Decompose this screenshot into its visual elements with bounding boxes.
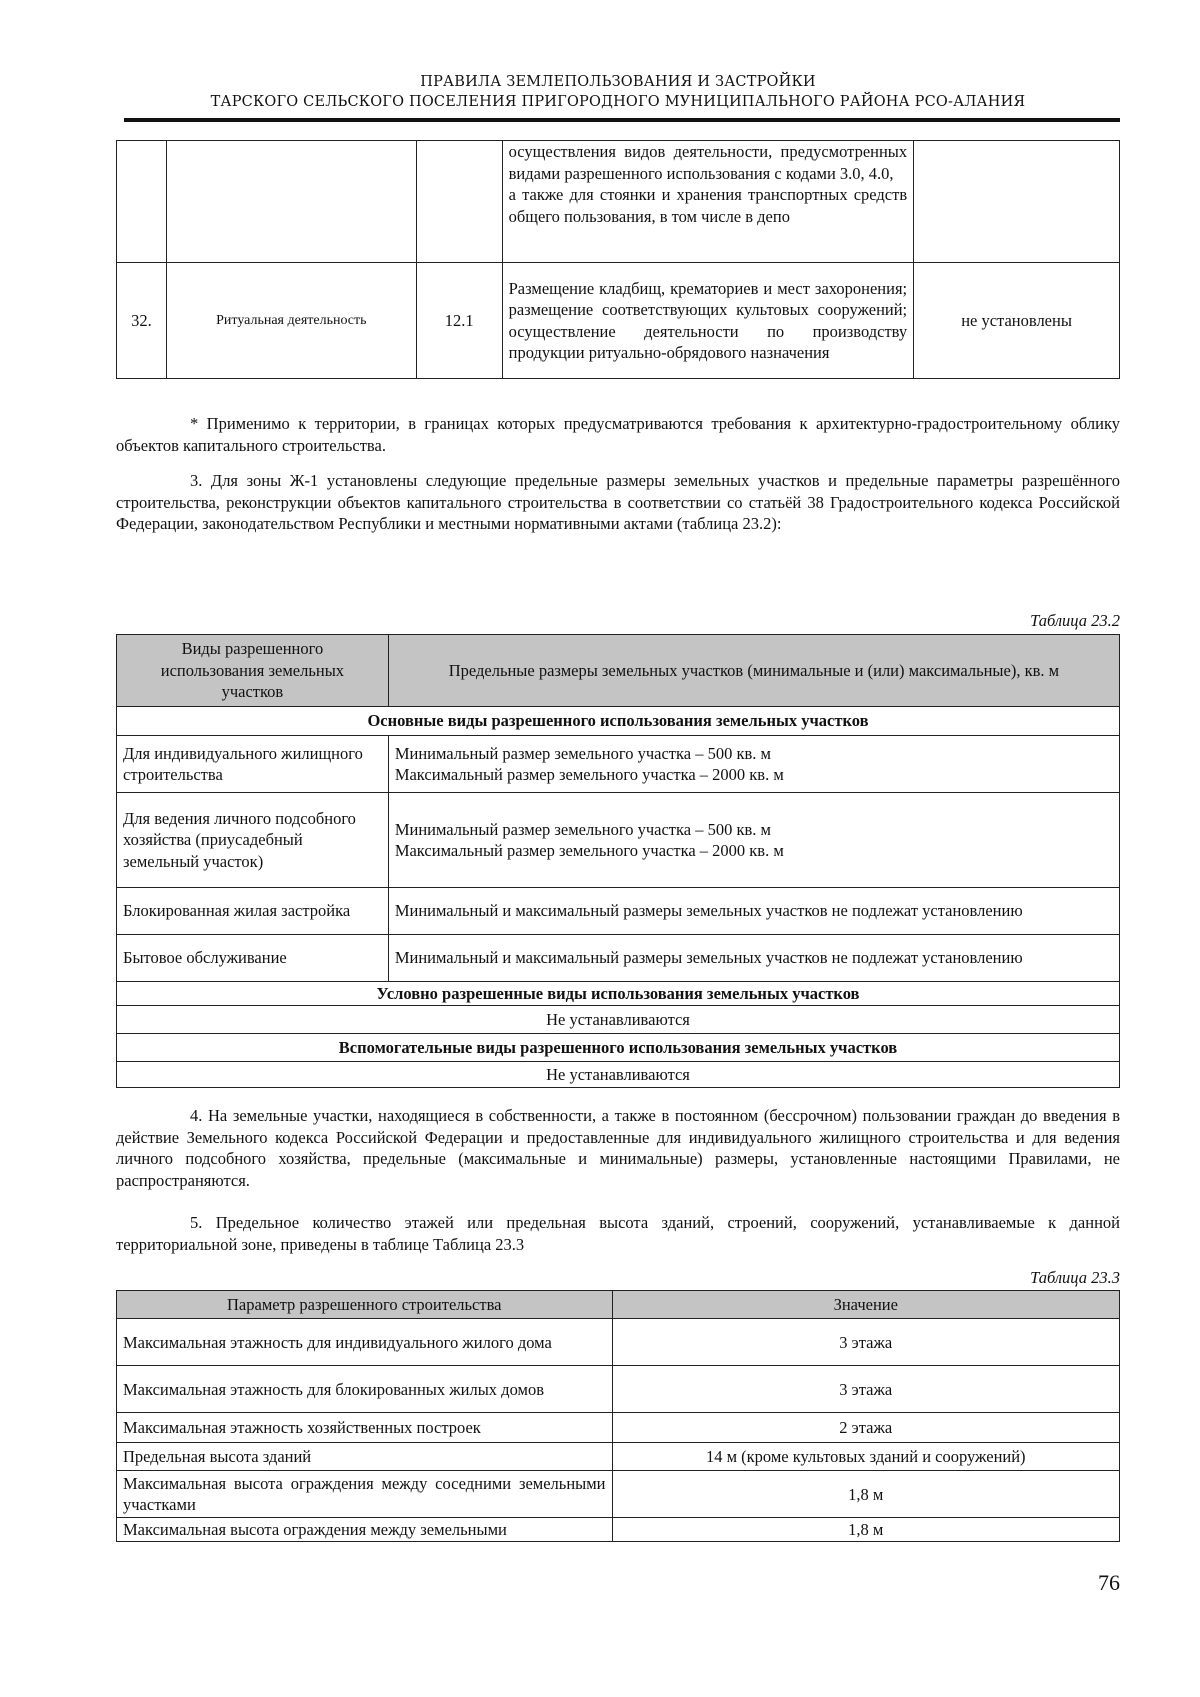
header-value: Значение <box>612 1291 1119 1319</box>
table-row <box>117 1443 1120 1471</box>
plot-size: Минимальный и максимальный размеры земельных участков не подлежат установлению <box>388 935 1119 982</box>
paragraph-5-text: 5. Предельное количество этажей или предельная высота зданий, строений, сооружений, устанавливаемые к данной территориальной зоне, приведены в таблице Таблица 23.3 <box>116 1213 1120 1254</box>
header-line-2: ТАРСКОГО СЕЛЬСКОГО ПОСЕЛЕНИЯ ПРИГОРОДНОГО МУНИЦИПАЛЬНОГО РАЙОНА РСО-АЛАНИЯ <box>210 94 1026 110</box>
table-row <box>117 736 1120 793</box>
conditional-value: Не устанавливаются <box>117 1006 1120 1034</box>
use-type-params <box>914 141 1120 263</box>
parameter: Максимальная этажность хозяйственных построек <box>117 1413 613 1443</box>
section-title: Условно разрешенные виды использования земельных участков <box>117 982 1120 1006</box>
use-type-params: не установлены <box>914 263 1120 379</box>
plot-size <box>388 736 1119 793</box>
section-row-auxiliary <box>117 1034 1120 1062</box>
header-rule <box>124 118 1120 122</box>
row-number <box>117 141 167 263</box>
header-plot-sizes: Предельные размеры земельных участков (минимальные и (или) максимальные), кв. м <box>388 635 1119 707</box>
plot-size-min: Минимальный размер земельного участка – 500 кв. м <box>394 743 771 763</box>
parameter: Максимальная высота ограждения между земельными <box>117 1518 613 1542</box>
use-type-name <box>166 141 416 263</box>
plot-size <box>388 793 1119 888</box>
land-use-table-continued <box>116 140 1120 379</box>
plot-size-max: Максимальный размер земельного участка – 2000 кв. м <box>394 841 784 860</box>
table-header-row <box>117 635 1120 707</box>
footnote <box>116 413 1120 456</box>
use-type-code: 12.1 <box>416 263 502 379</box>
header-use-types: Виды разрешенного использования земельных участков <box>117 635 389 707</box>
section-row-main <box>117 707 1120 736</box>
section-row-conditional <box>117 982 1120 1006</box>
description-line: а также для стоянки и хранения транспортных средств общего пользования, в том числе в депо <box>508 185 908 226</box>
parameter: Максимальная этажность для индивидуального жилого дома <box>117 1319 613 1366</box>
use-type-code <box>416 141 502 263</box>
table-row <box>117 1062 1120 1088</box>
table-row <box>117 263 1120 379</box>
header-line-1: ПРАВИЛА ЗЕМЛЕПОЛЬЗОВАНИЯ И ЗАСТРОЙКИ <box>420 74 816 90</box>
table-row <box>117 1366 1120 1413</box>
table-row <box>117 1319 1120 1366</box>
table-row <box>117 1518 1120 1542</box>
auxiliary-value: Не устанавливаются <box>117 1062 1120 1088</box>
plot-size-max: Максимальный размер земельного участка – 2000 кв. м <box>394 765 784 784</box>
use-type: Блокированная жилая застройка <box>117 888 389 935</box>
building-parameters-table <box>116 1290 1120 1542</box>
section-title: Основные виды разрешенного использования земельных участков <box>117 707 1120 736</box>
use-type-name: Ритуальная деятельность <box>166 263 416 379</box>
parameter: Максимальная этажность для блокированных жилых домов <box>117 1366 613 1413</box>
plot-size: Минимальный и максимальный размеры земельных участков не подлежат установлению <box>388 888 1119 935</box>
parameter: Максимальная высота ограждения между соседними земельными участками <box>117 1471 613 1518</box>
table-2-caption: Таблица 23.2 <box>1030 611 1120 630</box>
plot-size-min: Минимальный размер земельного участка – 500 кв. м <box>394 819 771 839</box>
table-row <box>117 793 1120 888</box>
page-number: 76 <box>1098 1570 1120 1595</box>
use-type: Для ведения личного подсобного хозяйства (приусадебный земельный участок) <box>117 793 389 888</box>
section-title: Вспомогательные виды разрешенного использования земельных участков <box>117 1034 1120 1062</box>
description-line: осуществления видов деятельности, предусмотренных видами разрешенного использования с кодами 3.0, 4.0, <box>508 142 908 183</box>
paragraph-3-text: 3. Для зоны Ж-1 установлены следующие предельные размеры земельных участков и предельные параметры разрешённого строительства, реконструкции объектов капитального строительства в соответствии со статьёй 38 Градостроительного кодекса Российской Федерации, законодательством Республики и местными нормативными актами (таблица 23.2): <box>116 471 1120 533</box>
paragraph-4-text: 4. На земельные участки, находящиеся в собственности, а также в постоянном (бессрочном) пользовании граждан до введения в действие Земельного кодекса Российской Федерации и предоставленные для индивидуального жилищного строительства и для ведения личного подсобного хозяйства, предельные (максимальные и минимальные) размеры, установленные настоящими Правилами, не распространяются. <box>116 1106 1120 1190</box>
row-number: 32. <box>117 263 167 379</box>
table-row <box>117 1413 1120 1443</box>
value: 2 этажа <box>612 1413 1119 1443</box>
use-type-description <box>502 141 914 263</box>
value: 1,8 м <box>612 1471 1119 1518</box>
table-3-caption: Таблица 23.3 <box>1030 1268 1120 1287</box>
value: 3 этажа <box>612 1366 1119 1413</box>
table-row <box>117 935 1120 982</box>
use-type: Бытовое обслуживание <box>117 935 389 982</box>
table-row <box>117 1006 1120 1034</box>
land-plot-size-table <box>116 634 1120 1088</box>
table-row <box>117 1471 1120 1518</box>
value: 3 этажа <box>612 1319 1119 1366</box>
table-row <box>117 888 1120 935</box>
table-header-row <box>117 1291 1120 1319</box>
paragraph-5 <box>116 1212 1120 1255</box>
header-parameter: Параметр разрешенного строительства <box>117 1291 613 1319</box>
paragraph-4 <box>116 1105 1120 1191</box>
footnote-text: * Применимо к территории, в границах которых предусматриваются требования к архитектурно-градостроительному облику объектов капитального строительства. <box>116 414 1120 455</box>
value: 1,8 м <box>612 1518 1119 1542</box>
paragraph-3 <box>116 470 1120 535</box>
table-row <box>117 141 1120 263</box>
use-type-description: Размещение кладбищ, крематориев и мест захоронения; размещение соответствующих культовых сооружений; осуществление деятельности по производству продукции ритуально-обрядового назначения <box>502 263 914 379</box>
parameter: Предельная высота зданий <box>117 1443 613 1471</box>
use-type: Для индивидуального жилищного строительства <box>117 736 389 793</box>
value: 14 м (кроме культовых зданий и сооружений) <box>612 1443 1119 1471</box>
running-header <box>116 72 1120 112</box>
